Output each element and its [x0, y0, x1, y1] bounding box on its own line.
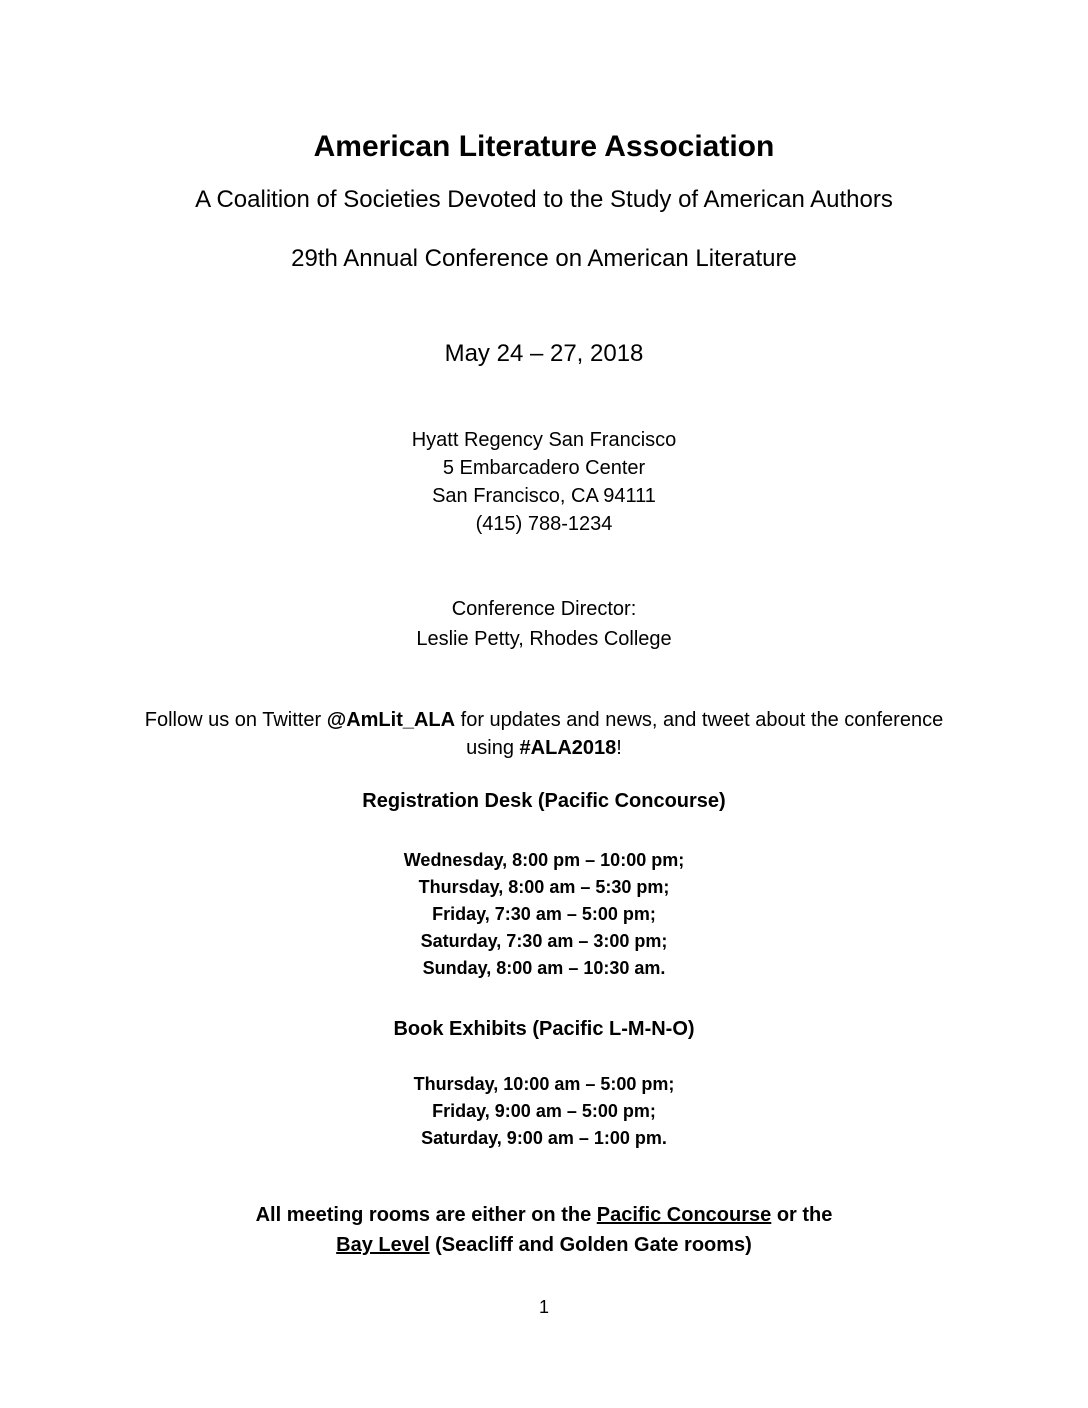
twitter-handle: @AmLit_ALA — [326, 709, 456, 731]
registration-hours-item: Sunday, 8:00 am – 10:30 am. — [422, 958, 666, 978]
director-block — [0, 594, 1088, 654]
exhibits-hours — [0, 1071, 1088, 1152]
exhibits-heading: Book Exhibits (Pacific L-M-N-O) — [393, 1018, 695, 1040]
hashtag: #ALA2018 — [519, 737, 617, 759]
venue-address: 5 Embarcadero Center — [442, 457, 646, 479]
location-bay-level: Bay Level — [336, 1234, 430, 1256]
rooms-connector: or the — [771, 1204, 833, 1226]
conference-dates: May 24 – 27, 2018 — [444, 340, 644, 367]
meeting-rooms-note — [0, 1200, 1088, 1260]
rooms-prefix: All meeting rooms are either on the — [255, 1204, 597, 1226]
venue-phone: (415) 788-1234 — [475, 513, 613, 535]
rooms-line-1 — [0, 1200, 1088, 1230]
exhibits-hours-item: Saturday, 9:00 am – 1:00 pm. — [421, 1128, 667, 1148]
hashtag-prefix: using — [466, 737, 520, 759]
registration-hours-item: Wednesday, 8:00 pm – 10:00 pm; — [403, 850, 685, 870]
registration-heading: Registration Desk (Pacific Concourse) — [362, 790, 726, 812]
document-subtitle: A Coalition of Societies Devoted to the Study of American Authors — [195, 186, 893, 213]
venue-block — [0, 426, 1088, 538]
social-prefix: Follow us on Twitter — [144, 709, 327, 731]
director-name: Leslie Petty, Rhodes College — [416, 628, 672, 650]
social-line-1 — [0, 706, 1088, 734]
exhibits-hours-item: Friday, 9:00 am – 5:00 pm; — [432, 1101, 656, 1121]
document-title: American Literature Association — [313, 130, 775, 163]
exhibits-hours-item: Thursday, 10:00 am – 5:00 pm; — [413, 1074, 675, 1094]
rooms-suffix: (Seacliff and Golden Gate rooms) — [429, 1234, 752, 1256]
social-block — [0, 706, 1088, 762]
social-suffix: for updates and news, and tweet about the conference — [455, 709, 944, 731]
venue-name: Hyatt Regency San Francisco — [411, 429, 677, 451]
registration-hours-item: Friday, 7:30 am – 5:00 pm; — [432, 904, 656, 924]
venue-city: San Francisco, CA 94111 — [432, 485, 656, 507]
registration-hours — [0, 847, 1088, 982]
location-pacific-concourse: Pacific Concourse — [596, 1204, 772, 1226]
registration-hours-item: Thursday, 8:00 am – 5:30 pm; — [418, 877, 670, 897]
page-number: 1 — [538, 1297, 549, 1317]
rooms-line-2 — [0, 1230, 1088, 1260]
registration-hours-item: Saturday, 7:30 am – 3:00 pm; — [420, 931, 668, 951]
director-label: Conference Director: — [451, 598, 637, 620]
conference-name: 29th Annual Conference on American Literature — [291, 245, 797, 272]
hashtag-suffix: ! — [616, 737, 622, 759]
social-line-2 — [0, 734, 1088, 762]
